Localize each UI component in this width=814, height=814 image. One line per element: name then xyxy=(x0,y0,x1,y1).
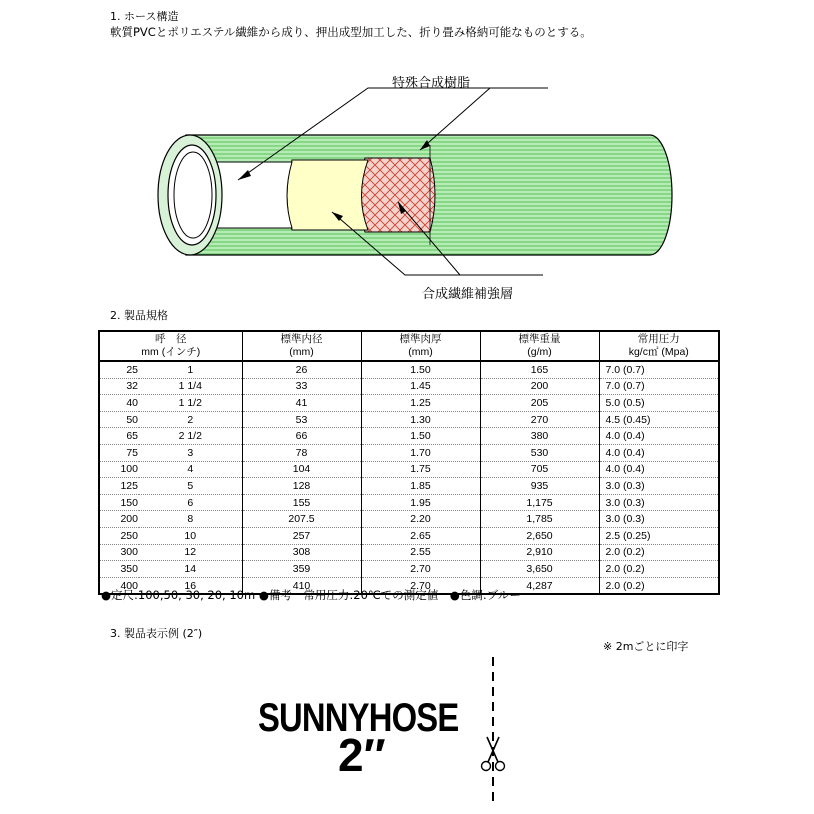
cell-size-inch: 2 1/2 xyxy=(139,428,242,445)
cell-inner-diameter: 33 xyxy=(242,378,361,395)
cell-thickness: 2.70 xyxy=(361,577,480,594)
cell-inner-diameter: 128 xyxy=(242,478,361,495)
cell-weight: 705 xyxy=(480,461,599,478)
table-row xyxy=(99,527,719,544)
cut-line xyxy=(470,655,520,805)
callout-resin-label: 特殊合成樹脂 xyxy=(392,76,471,91)
cell-weight: 4,287 xyxy=(480,577,599,594)
cell-pressure: 2.0 (0.2) xyxy=(599,561,719,578)
cell-pressure: 2.0 (0.2) xyxy=(599,544,719,561)
cell-thickness: 1.45 xyxy=(361,378,480,395)
cell-size-mm: 65 xyxy=(99,428,139,445)
cell-weight: 935 xyxy=(480,478,599,495)
hose-bore xyxy=(215,162,292,228)
cell-size-mm: 200 xyxy=(99,511,139,528)
cell-inner-diameter: 359 xyxy=(242,561,361,578)
header-weight: 標準重量 (g/m) xyxy=(480,331,599,361)
table-row xyxy=(99,561,719,578)
hose-structure-diagram xyxy=(0,0,814,320)
cell-size-mm: 250 xyxy=(99,527,139,544)
cell-thickness: 2.65 xyxy=(361,527,480,544)
cell-size-inch: 4 xyxy=(139,461,242,478)
cell-size-inch: 1 1/2 xyxy=(139,395,242,412)
cell-size-inch: 6 xyxy=(139,494,242,511)
cell-size-inch: 16 xyxy=(139,577,242,594)
cell-size-mm: 40 xyxy=(99,395,139,412)
table-row xyxy=(99,395,719,412)
spec-table-header xyxy=(99,331,719,361)
cell-weight: 1,785 xyxy=(480,511,599,528)
table-row xyxy=(99,461,719,478)
table-row xyxy=(99,544,719,561)
table-row xyxy=(99,411,719,428)
cell-size-mm: 50 xyxy=(99,411,139,428)
cell-weight: 3,650 xyxy=(480,561,599,578)
cell-size-mm: 125 xyxy=(99,478,139,495)
table-row xyxy=(99,361,719,378)
cell-pressure: 5.0 (0.5) xyxy=(599,395,719,412)
table-row xyxy=(99,428,719,445)
print-interval-note: ※ 2mごとに印字 xyxy=(603,640,689,653)
cell-inner-diameter: 66 xyxy=(242,428,361,445)
cell-thickness: 1.70 xyxy=(361,444,480,461)
cell-size-mm: 100 xyxy=(99,461,139,478)
cell-size-mm: 75 xyxy=(99,444,139,461)
cell-size-inch: 1 xyxy=(139,361,242,378)
callout-reinforcement-label: 合成繊維補強層 xyxy=(422,287,514,302)
cell-size-mm: 150 xyxy=(99,494,139,511)
cell-pressure: 4.5 (0.45) xyxy=(599,411,719,428)
cell-weight: 2,910 xyxy=(480,544,599,561)
spec-table xyxy=(98,330,720,595)
cell-size-inch: 14 xyxy=(139,561,242,578)
cell-size-inch: 5 xyxy=(139,478,242,495)
cell-thickness: 1.95 xyxy=(361,494,480,511)
cell-pressure: 2.0 (0.2) xyxy=(599,577,719,594)
cell-inner-diameter: 53 xyxy=(242,411,361,428)
cell-weight: 530 xyxy=(480,444,599,461)
cell-thickness: 1.50 xyxy=(361,428,480,445)
cell-pressure: 3.0 (0.3) xyxy=(599,511,719,528)
table-row xyxy=(99,478,719,495)
cell-inner-diameter: 257 xyxy=(242,527,361,544)
cell-inner-diameter: 41 xyxy=(242,395,361,412)
cell-thickness: 1.30 xyxy=(361,411,480,428)
cell-size-inch: 1 1/4 xyxy=(139,378,242,395)
cell-inner-diameter: 78 xyxy=(242,444,361,461)
table-row xyxy=(99,444,719,461)
table-row xyxy=(99,511,719,528)
cell-pressure: 4.0 (0.4) xyxy=(599,428,719,445)
inner-layer xyxy=(287,160,368,230)
cell-size-inch: 8 xyxy=(139,511,242,528)
cell-thickness: 2.70 xyxy=(361,561,480,578)
cell-pressure: 7.0 (0.7) xyxy=(599,361,719,378)
cell-size-mm: 400 xyxy=(120,579,138,592)
size-marking: 2″ xyxy=(338,729,386,781)
cell-thickness: 2.20 xyxy=(361,511,480,528)
cell-size-mm: 25 xyxy=(99,361,139,378)
cell-pressure: 3.0 (0.3) xyxy=(599,478,719,495)
section1-description: 軟質PVCとポリエステル繊維から成り、押出成型加工した、折り畳み格納可能なものとする。 xyxy=(110,25,592,39)
cell-weight: 165 xyxy=(480,361,599,378)
section1-heading: 1. ホース構造 xyxy=(110,10,179,23)
header-size: 呼 径 mm (インチ) xyxy=(99,331,242,361)
cell-thickness: 1.85 xyxy=(361,478,480,495)
cell-thickness: 1.75 xyxy=(361,461,480,478)
spec-footnote: ●定尺:100,50, 30, 20, 10m ●備考 常用圧力:20℃での測定値 ●色調:ブルー xyxy=(101,588,521,602)
cell-pressure: 7.0 (0.7) xyxy=(599,378,719,395)
cell-thickness: 1.25 xyxy=(361,395,480,412)
cell-size-inch: 12 xyxy=(139,544,242,561)
header-inner-diameter: 標準内径 (mm) xyxy=(242,331,361,361)
brand-marking: SUNNYHOSE xyxy=(258,696,459,740)
cell-pressure: 4.0 (0.4) xyxy=(599,461,719,478)
cell-pressure: 2.5 (0.25) xyxy=(599,527,719,544)
cell-inner-diameter: 207.5 xyxy=(242,511,361,528)
header-thickness: 標準肉厚 (mm) xyxy=(361,331,480,361)
cell-thickness: 1.50 xyxy=(361,361,480,378)
cell-weight: 270 xyxy=(480,411,599,428)
cell-size-inch: 10 xyxy=(139,527,242,544)
cell-inner-diameter: 308 xyxy=(242,544,361,561)
cell-inner-diameter: 155 xyxy=(242,494,361,511)
cell-weight: 380 xyxy=(480,428,599,445)
section3-heading: 3. 製品表示例 (2″) xyxy=(110,627,203,640)
cell-inner-diameter: 410 xyxy=(242,577,361,594)
cell-weight: 200 xyxy=(480,378,599,395)
cell-weight: 1,175 xyxy=(480,494,599,511)
cell-thickness: 2.55 xyxy=(361,544,480,561)
table-row xyxy=(99,378,719,395)
header-pressure: 常用圧力 kg/c㎡ (Mpa) xyxy=(599,331,719,361)
cell-size-mm: 350 xyxy=(99,561,139,578)
cell-size-inch: 2 xyxy=(139,411,242,428)
section2-heading: 2. 製品規格 xyxy=(110,309,168,322)
cell-pressure: 4.0 (0.4) xyxy=(599,444,719,461)
cell-weight: 2,650 xyxy=(480,527,599,544)
reinforcement-layer xyxy=(359,158,436,232)
cell-size-mm: 32 xyxy=(99,378,139,395)
cell-inner-diameter: 26 xyxy=(242,361,361,378)
cell-size-mm: 300 xyxy=(99,544,139,561)
cell-size-inch: 3 xyxy=(139,444,242,461)
cell-inner-diameter: 104 xyxy=(242,461,361,478)
cell-weight: 205 xyxy=(480,395,599,412)
table-row xyxy=(99,494,719,511)
cell-pressure: 3.0 (0.3) xyxy=(599,494,719,511)
